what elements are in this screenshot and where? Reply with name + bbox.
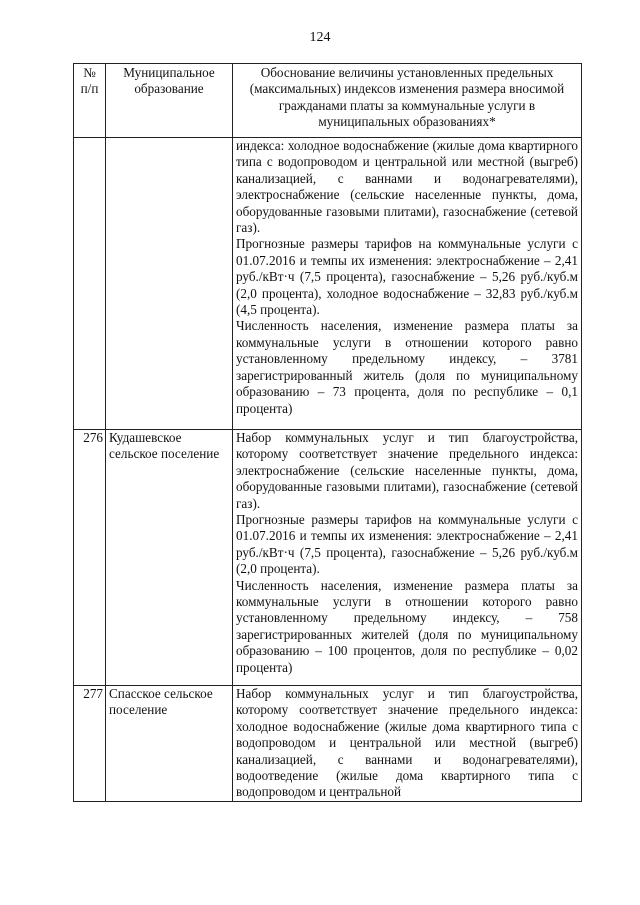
justification-paragraph: Численность населения, изменение размера платы за коммунальные услуги в отношении которого равно установленному предельному индексу, – 3781 зарегистрированный житель (доля по муниципальному образованию – 73 процента, доля по республике – 0,1 процента)	[236, 318, 578, 416]
header-justification: Обоснование величины установленных предельных (максимальных) индексов изменения размера вносимой гражданами платы за коммунальные услуги в муниципальных образованиях*	[233, 64, 582, 138]
justification-paragraph: Набор коммунальных услуг и тип благоустройства, которому соответствует значение предельного индекса: холодное водоснабжение (жилые дома квартирного типа с водопроводом и центральной или местной (выгреб) канализацией, с ваннами и водонагревателями), водоотведение (жилые дома квартирного типа с водопроводом и центральной	[236, 686, 578, 800]
header-num: № п/п	[74, 64, 106, 138]
justification-paragraph: Численность населения, изменение размера платы за коммунальные услуги в отношении которого равно установленному предельному индексу, – 758 зарегистрированных жителей (доля по муниципальному образованию – 100 процентов, доля по республике – 0,02 процента)	[236, 577, 578, 675]
row-justification	[233, 138, 582, 430]
row-municipality: Кудашевское сельское поселение	[106, 430, 233, 686]
justification-paragraph: Прогнозные размеры тарифов на коммунальные услуги с 01.07.2016 и темпы их изменения: электроснабжение – 2,41 руб./кВт·ч (7,5 процента), газоснабжение – 5,26 руб./куб.м (2,0 процента), холодное водоснабжение – 32,83 руб./куб.м (4,5 процента).	[236, 236, 578, 318]
header-municipality: Муниципальное образование	[106, 64, 233, 138]
row-number: 276	[74, 430, 106, 686]
table-row	[74, 430, 582, 686]
page-number: 124	[309, 30, 331, 45]
table-row	[74, 138, 582, 430]
table-header-row	[74, 64, 582, 138]
tariff-table	[73, 63, 582, 802]
row-municipality: Спасское сельское поселение	[106, 686, 233, 802]
table-row	[74, 686, 582, 802]
row-justification	[233, 686, 582, 802]
row-justification	[233, 430, 582, 686]
row-municipality	[106, 138, 233, 430]
justification-paragraph: индекса: холодное водоснабжение (жилые дома квартирного типа с водопроводом и центральной или местной (выгреб) канализацией, с ваннами и водонагревателями), электроснабжение (сельские населенные пункты, дома, оборудованные газовыми плитами), газоснабжение (сетевой газ).	[236, 138, 578, 236]
justification-paragraph: Набор коммунальных услуг и тип благоустройства, которому соответствует значение предельного индекса: электроснабжение (сельские населенные пункты, дома, оборудованные газовыми плитами), газоснабжение (сетевой газ).	[236, 430, 578, 511]
justification-paragraph: Прогнозные размеры тарифов на коммунальные услуги с 01.07.2016 и темпы их изменения: электроснабжение – 2,41 руб./кВт·ч (7,5 процента), газоснабжение – 5,26 руб./куб.м (2,0 процента).	[236, 512, 578, 577]
row-number: 277	[74, 686, 106, 802]
row-number	[74, 138, 106, 430]
